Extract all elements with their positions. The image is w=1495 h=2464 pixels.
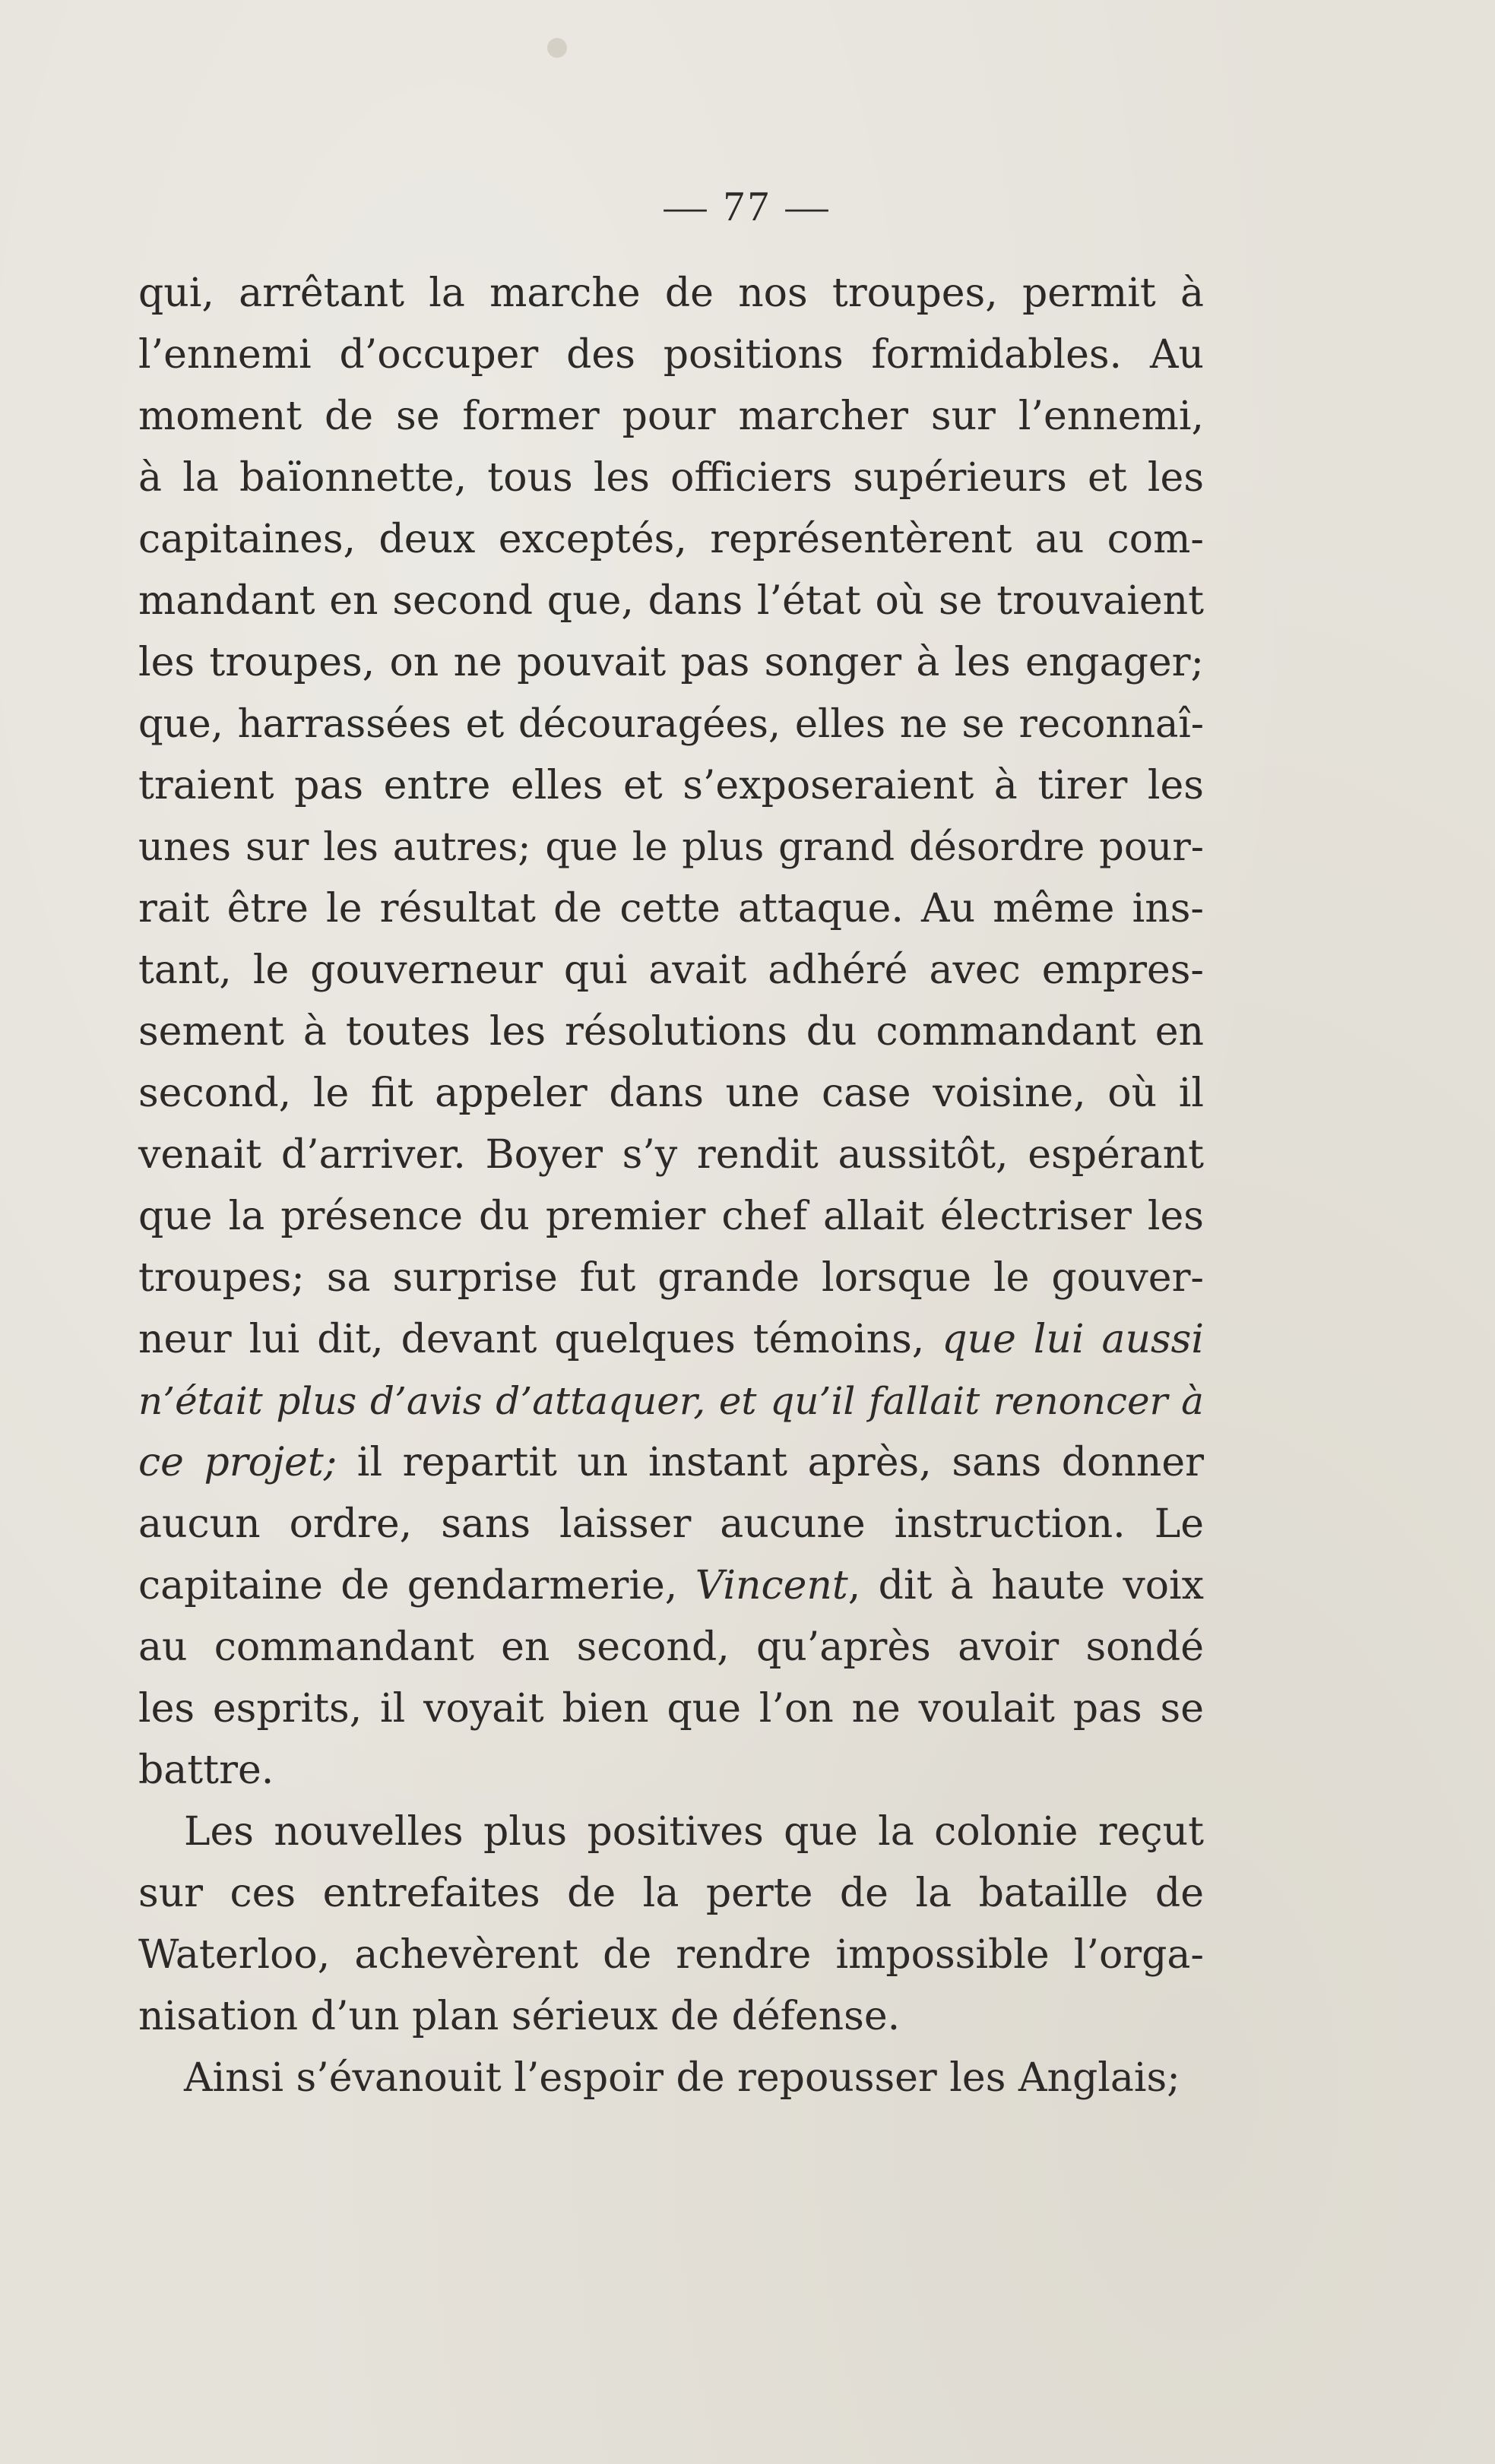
text-segment: au commandant en second, qu’après avoir sondé [138, 1624, 1204, 1670]
text-line [138, 386, 1204, 448]
text-segment: sement à toutes les résolutions du commandant en [138, 1009, 1204, 1055]
italic-text: Vincent [695, 1563, 848, 1608]
text-segment: traient pas entre elles et s’exposeraient à tirer les [138, 763, 1204, 808]
text-line [138, 1925, 1204, 1986]
text-line [138, 817, 1204, 878]
text-line [138, 878, 1204, 940]
text-segment: capitaines, deux exceptés, représentèrent au com- [138, 517, 1204, 562]
text-segment: sur ces entrefaites de la perte de la bataille de [138, 1871, 1204, 1916]
text-line [138, 509, 1204, 571]
paper-stain [547, 38, 567, 58]
italic-text: n’était plus d’avis d’attaquer, et qu’il fallait renoncer à [138, 1379, 1204, 1423]
text-segment: qui, arrêtant la marche de nos troupes, permit à [138, 270, 1204, 316]
text-segment: que, harrassées et découragées, elles ne se reconnaî- [138, 702, 1204, 747]
text-line [138, 1186, 1204, 1248]
italic-text: que lui aussi [942, 1317, 1204, 1362]
text-segment: second, le fit appeler dans une case voisine, où il [138, 1071, 1204, 1116]
text-segment: Ainsi s’évanouit l’espoir de repousser les Anglais; [184, 2055, 1180, 2101]
text-line [138, 1986, 1204, 2048]
text-line [138, 1494, 1204, 1555]
text-line [138, 755, 1204, 817]
text-segment: que la présence du premier chef allait électriser les [138, 1194, 1204, 1239]
text-line [138, 1555, 1204, 1617]
text-line [138, 448, 1204, 509]
paragraph [138, 263, 1204, 1801]
text-segment: Waterloo, achevèrent de rendre impossible l’orga- [138, 1932, 1204, 1978]
text-line [138, 1309, 1204, 1371]
text-line [138, 632, 1204, 694]
text-segment: neur lui dit, devant quelques témoins, [138, 1317, 942, 1362]
text-segment: Les nouvelles plus positives que la colonie reçut [184, 1809, 1204, 1855]
text-segment: rait être le résultat de cette attaque. Au même ins- [138, 886, 1204, 932]
text-segment: , dit à haute voix [847, 1563, 1204, 1608]
text-segment: unes sur les autres; que le plus grand désordre pour- [138, 825, 1204, 870]
text-line [138, 1432, 1204, 1494]
text-segment: aucun ordre, sans laisser aucune instruction. Le [138, 1501, 1204, 1547]
text-segment: les troupes, on ne pouvait pas songer à les engager; [138, 640, 1204, 685]
page-number: — 77 — [664, 183, 831, 230]
text-line [138, 1678, 1204, 1740]
text-segment: l’ennemi d’occuper des positions formidables. Au [138, 332, 1204, 378]
text-line [138, 263, 1204, 324]
body-text [138, 263, 1204, 2109]
text-line [138, 940, 1204, 1001]
paragraph [138, 2048, 1204, 2109]
text-line [138, 1801, 1204, 1863]
text-line [138, 324, 1204, 386]
text-line [138, 1371, 1204, 1432]
text-line [138, 1863, 1204, 1925]
text-segment: à la baïonnette, tous les officiers supérieurs et les [138, 455, 1204, 501]
text-segment: capitaine de gendarmerie, [138, 1563, 695, 1608]
text-line [138, 1740, 1204, 1801]
text-segment: moment de se former pour marcher sur l’ennemi, [138, 394, 1204, 439]
text-segment: tant, le gouverneur qui avait adhéré avec empres- [138, 947, 1204, 993]
text-segment: troupes; sa surprise fut grande lorsque le gouver- [138, 1255, 1204, 1301]
text-line [138, 1124, 1204, 1186]
text-line [138, 694, 1204, 755]
text-segment: les esprits, il voyait bien que l’on ne voulait pas se [138, 1686, 1204, 1732]
text-segment: il repartit un instant après, sans donner [337, 1440, 1204, 1485]
text-line [138, 571, 1204, 632]
italic-text: ce projet; [138, 1440, 337, 1485]
text-line [138, 1617, 1204, 1678]
text-line [138, 2048, 1204, 2109]
text-segment: mandant en second que, dans l’état où se trouvaient [138, 578, 1204, 624]
text-segment: battre. [138, 1748, 274, 1793]
text-line [138, 1063, 1204, 1124]
text-line [138, 1001, 1204, 1063]
text-line [138, 1248, 1204, 1309]
text-segment: nisation d’un plan sérieux de défense. [138, 1994, 901, 2039]
text-segment: venait d’arriver. Boyer s’y rendit aussitôt, espérant [138, 1132, 1204, 1178]
paragraph [138, 1801, 1204, 2048]
